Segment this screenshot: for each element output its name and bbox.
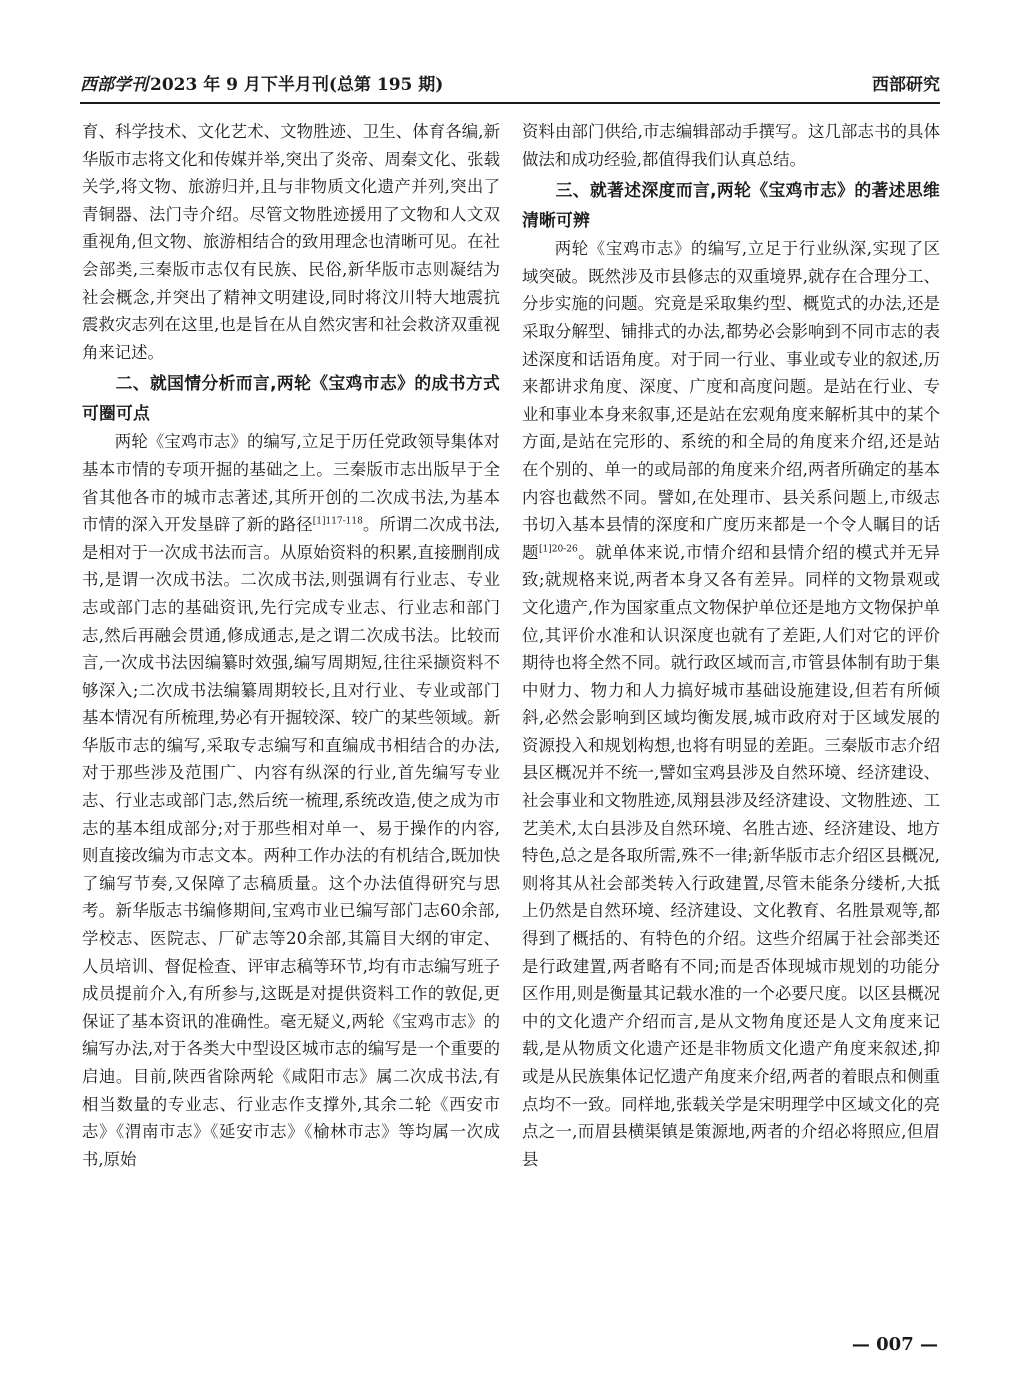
paragraph-text: 。所谓二次成书法,是相对于一次成书法而言。从原始资料的积累,直接删削成书,是谓一次成书法。二次成书法,则强调有行业志、专业志或部门志的基础资讯,先行完成专业志、行业志和部门志,然后再融会贯通,修成通志,是之谓二次成书法。比较而言,一次成书法因编纂时效强,编写周期短,往往采撷资料不够深入;二次成书法编纂周期较长,且对行业、专业或部门基本情况有所梳理,势必有开掘较深、较广的某些领域。新华版市志的编写,采取专志编写和直编成书相结合的办法,对于那些涉及范围广、内容有纵深的行业,首先编写专业志、行业志或部门志,然后统一梳理,系统改造,使之成为市志的基本组成部分;对于那些相对单一、易于操作的内容,则直接改编为市志文本。两种工作办法的有机结合,既加快了编写节奏,又保障了志稿质量。这个办法值得研究与思考。新华版志书编修期间,宝鸡市业已编写部门志60余部,学校志、医院志、厂矿志等20余部,其篇目大纲的审定、人员培训、督促检查、评审志稿等环节,均有市志编写班子成员提前介入,有所参与,这既是对提供资料工作的敦促,更保证了基本资讯的准确性。毫无疑义,两轮《宝鸡市志》的编写办法,对于各类大中型设区城市志的编写是一个重要的启迪。目前,陕西省除两轮《咸阳市志》属二次成书法,有相当数量的专业志、行业志作支撑外,其余二轮《西安市志》《渭南市志》《延安市志》《榆林市志》等均属一次成书,原始	[82, 515, 501, 1169]
header-rule	[80, 102, 940, 104]
citation: [1]117-118	[312, 516, 363, 527]
paragraph-text: 。就单体来说,市情介绍和县情介绍的模式并无异致;就规格来说,两者本身又各有差异。同样的文物景观或文化遗产,作为国家重点文物保护单位还是地方文物保护单位,其评价水准和认识深度也就有了差距,人们对它的评价期待也将全然不同。就行政区域而言,市管县体制有助于集中财力、物力和人力搞好城市基础设施建设,但若有所倾斜,必然会影响到区域均衡发展,城市政府对于区域发展的资源投入和规划构想,也将有明显的差距。三秦版市志介绍县区概况并不统一,譬如宝鸡县涉及自然环境、经济建设、社会事业和文物胜迹,凤翔县涉及经济建设、文物胜迹、工艺美术,太白县涉及自然环境、名胜古迹、经济建设、地方特色,总之是各取所需,殊不一律;新华版市志介绍区县概况,则将其从社会部类转入行政建置,尽管未能条分缕析,大抵上仍然是自然环境、经济建设、文化教育、名胜景观等,都得到了概括的、有特色的介绍。这些介绍属于社会部类还是行政建置,两者略有不同;而是否体现城市规划的功能分区作用,则是衡量其记载水准的一个必要尺度。以区县概况中的文化遗产介绍而言,是从文物角度还是人文角度来记载,是从物质文化遗产还是非物质文化遗产角度来叙述,抑或是从民族集体记忆遗产角度来介绍,两者的着眼点和侧重点均不一致。同样地,张载关学是宋明理学中区域文化的亮点之一,而眉县横渠镇是策源地,两者的介绍必将照应,但眉县	[522, 542, 940, 1169]
paragraph-text: 两轮《宝鸡市志》的编写,立足于行业纵深,实现了区域突破。既然涉及市县修志的双重境界,就存在合理分工、分步实施的问题。究竟是采取集约型、概览式的办法,还是采取分解型、铺排式的办法,都势必会影响到不同市志的表述深度和话语角度。对于同一行业、事业或专业的叙述,历来都讲求角度、深度、广度和高度问题。是站在行业、专业和事业本身来叙事,还是站在宏观角度来解析其中的某个方面,是站在完形的、系统的和全局的角度来介绍,还是站在个别的、单一的或局部的角度来介绍,两者所确定的基本内容也截然不同。譬如,在处理市、县关系问题上,市级志书切入基本县情的深度和广度历来都是一个令人瞩目的话题	[522, 239, 940, 562]
journal-logo: 西部学刊	[80, 75, 148, 95]
running-header	[80, 70, 940, 104]
journal-masthead	[80, 70, 443, 95]
paragraph: 资料由部门供给,市志编辑部动手撰写。这几部志书的具体做法和成功经验,都值得我们认真总结。	[522, 122, 940, 169]
section-heading: 三、就著述深度而言,两轮《宝鸡市志》的著述思维清晰可辨	[522, 180, 940, 231]
section-heading: 二、就国情分析而言,两轮《宝鸡市志》的成书方式可圈可点	[82, 373, 500, 424]
citation: [1]20-26	[538, 544, 578, 555]
left-column	[82, 118, 500, 1173]
issue-info: 2023 年 9 月下半月刊(总第 195 期)	[150, 75, 444, 95]
paragraph	[82, 428, 500, 1173]
section-name: 西部研究	[872, 75, 940, 95]
paragraph-text: 两轮《宝鸡市志》的编写,立足于历任党政领导集体对基本市情的专项开掘的基础之上。三秦版市志出版早于全省其他各市的城市志著述,其所开创的二次成书法,为基本市情的深入开发垦辟了新的路径	[82, 432, 500, 535]
page-number: — 007 —	[851, 1334, 938, 1355]
paragraph: 育、科学技术、文化艺术、文物胜迹、卫生、体育各编,新华版市志将文化和传媒并举,突出了炎帝、周秦文化、张载关学,将文物、旅游归并,且与非物质文化遗产并列,突出了青铜器、法门寺介绍。尽管文物胜迹援用了文物和人文双重视角,但文物、旅游相结合的致用理念也清晰可见。在社会部类,三秦版市志仅有民族、民俗,新华版市志则凝结为社会概念,并突出了精神文明建设,同时将汶川特大地震抗震救灾志列在这里,也是旨在从自然灾害和社会救济双重视角来记述。	[82, 122, 500, 362]
right-column	[522, 118, 940, 1173]
paragraph	[522, 235, 940, 1173]
